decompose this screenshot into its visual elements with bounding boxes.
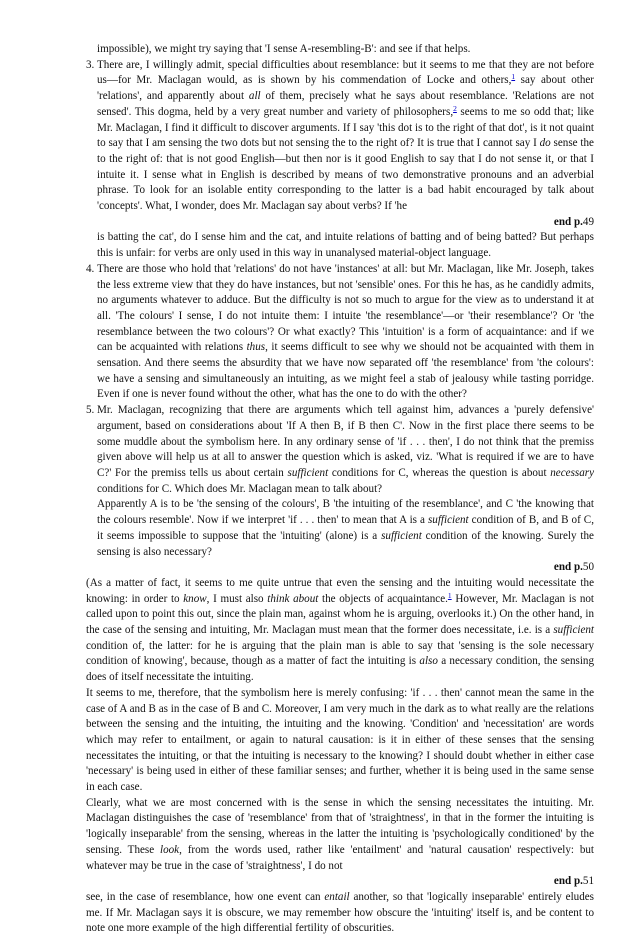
document-page [86,42,594,937]
paragraph-clearly: Clearly, what we are most concerned with is the sense in which the sensing necessitates the intuiting. Mr. Maclagan distinguishes the case of 'resemblance' from that of 'straightness', in that in the former the intuiting is 'logically inseparable' from the sensing, whereas in the latter the intuiting is 'psychologically conditioned' by the sensing. These look, from the words used, rather like 'entailment' and 'natural causation' respectively: but whatever may be true in the case of 'straightness', I do not [86,796,594,872]
list-number: 4. [86,262,95,275]
page-end-marker: end p.49 [553,215,594,228]
footnote-link[interactable]: 2 [453,103,457,113]
page-end-marker: end p.50 [553,561,594,574]
footnote-link[interactable]: 1 [447,590,452,600]
list-number: 5. [86,404,95,417]
page-end-marker: end p.51 [553,875,594,888]
list-item-5-continuation: Apparently A is to be 'the sensing of the colours', B 'the intuiting of the resemblance', and C 'the knowing that the colours resemble'. Now if we interpret 'if . . . then' to mean that A is a sufficient condition of B, and B of C, it seems impossible to suppose that the 'intuiting' (alone) is a sufficient condition of the knowing. Surely the sensing is also necessary? [97,498,594,558]
list-number: 3. [86,58,95,71]
list-item-5: 5. Mr. Maclagan, recognizing that there are arguments which tell against him, advances a 'purely defensive' argument, based on considerations about 'If A then B, if B then C'. Now in the first place there seems to be some muddle about the symbolism here. In any ordinary sense of 'if . . . then', I do not think that the premiss given above will help us at all to answer the question which is asked, viz. 'What is required if we are to have C?' For the premiss tells us about certain sufficient conditions for C, whereas the question is about necessary conditions for C. Which does Mr. Maclagan mean to talk about? [86,404,594,495]
paragraph-batting: is batting the cat', do I sense him and the cat, and intuite relations of batting and of being batted? But perhaps this is unfair: for verbs are only used in this way in unanalysed material-object language. [97,231,594,260]
paragraph-symbolism-confusing: It seems to me, therefore, that the symbolism here is merely confusing: 'if . . . then' cannot mean the same in the case of A and B as in the case of B and C. Moreover, I am very much in the dark as to what really are the relations between the sensing and the intuiting, the intuiting and the knowing. 'Condition' and 'necessitation' are words which may refer to entailment, or again to natural causation: is it in either of these senses that the sensing necessitates the intuiting, or that the intuiting is necessary to the knowing? I should doubt whether in either case 'necessary' is being used in either of these familiar senses; and further, whether it is being used in the same sense in each case. [86,686,594,794]
paragraph-final: see, in the case of resemblance, how one event can entail another, so that 'logically inseparable' entirely eludes me. If Mr. Maclagan says it is obscure, we may remember how obscure the 'intuiting' itself is, and be content to note one more example of the high differential fertility of obscurities. [86,890,595,935]
list-item-4: 4. There are those who hold that 'relations' do not have 'instances' at all: but Mr. Maclagan, like Mr. Joseph, takes the less extreme view that they do have instances, but not 'sensible' ones. For this he has, as he candidly admits, no arguments whatever to adduce. But the difficulty is not so much to argue for the view as to understand it at all. 'The colours' I sense, I do not intuite them: I intuite 'the resemblance'—or 'their resemblance'? Or 'the resemblance between the two colours'? Or what exactly? This 'intuition' is a form of acquaintance: and if we can be acquainted with relations thus, it seems difficult to see why we should not be acquainted with them in sensation. And there seems the absurdity that we have now separated off 'the resemblance' from 'the colours': we have a sensing and simultaneously an intuiting, as we might feel a stab of jealousy while tasting porridge. Even if one is never found without the other, what has the one to do with the other? [86,262,595,401]
paragraph-matter-of-fact: (As a matter of fact, it seems to me quite untrue that even the sensing and the intuiting would necessitate the knowing: in order to know, I must also think about the objects of acquaintance.$^1$ However, Mr. Maclagan is not called upon to point this out, since the plain man, against whom he is arguing, overlooks it.) On the other hand, in the case of the sensing and intuiting, Mr. Maclagan must mean that the former does necessitate, i.e. is a sufficient condition of, the latter: for he is arguing that the plain man is able to say that 'sensing is the sole necessary condition of knowing', because, though as a matter of fact the intuiting is also a necessary condition, the sensing does of itself necessitate the intuiting. [86,576,594,684]
footnote-link[interactable]: 1 [511,72,516,82]
paragraph-intro: impossible), we might try saying that 'I sense A-resembling-B': and see if that helps. [97,43,471,55]
list-item-3: 3. There are, I willingly admit, special difficulties about resemblance: but it seems to me that they are not before us—for Mr. Maclagan would, as is shown by his commendation of Locke and others,$^1$ say about other 'relations', and apparently about all of them, precisely what he says about resemblance. 'Relations are not sensed'. This dogma, held by a very great number and variety of philosophers,$^2$ seems to me so odd that; like Mr. Maclagan, I find it difficult to discover arguments. If I say 'this dot is to the right of that dot', is it not quaint to say that I am sensing the two dots but not sensing the to the right of? It is true that I cannot say I do sense the to the right of: that is not good English—but then nor is it good English to say that I do not sense it, or that I intuite it. I sense what in English is described by means of two demonstrative pronouns and an adverbial phrase. To look for an isolable entity corresponding to the latter is a bad habit encouraged by talk about 'concepts'. What, I wonder, does Mr. Maclagan say about verbs? If 'he [86,58,594,213]
